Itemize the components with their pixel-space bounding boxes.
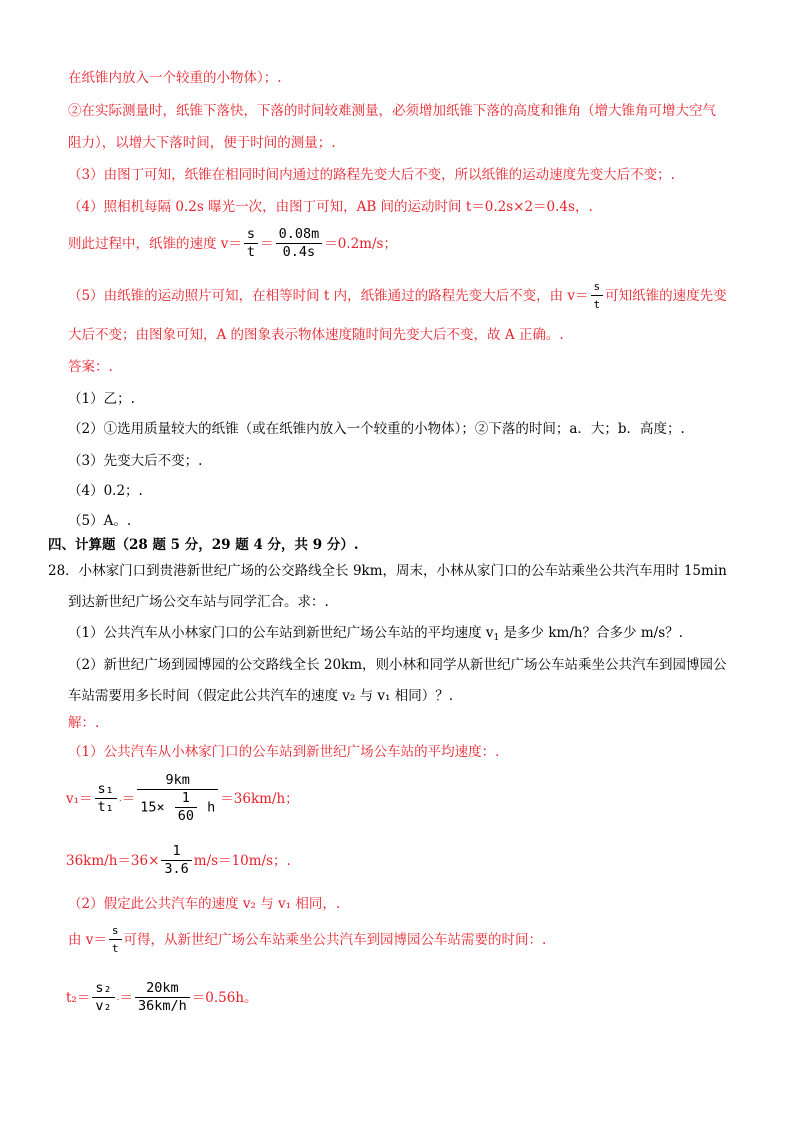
solution-text: （2）假定此公共汽车的速度 v₂ 与 v₁ 相同，.	[68, 896, 341, 912]
solution-text: （1）公共汽车从小林家门口的公车站到新世纪广场公车站的平均速度：.	[68, 744, 500, 760]
numerator: s₂	[92, 980, 114, 998]
numerator: s	[244, 226, 258, 244]
text-segment: （1）公共汽车从小林家门口的公车站到新世纪广场公车站的平均速度 v	[68, 625, 494, 641]
text-segment: 36km/h＝36×	[66, 852, 160, 869]
text-segment: （5）由纸锥的运动照片可知，在相等时间 t 内，纸锥通过的路程先变大后不变，由 v＝	[68, 287, 589, 304]
separator: .	[116, 992, 120, 1003]
formula-line	[66, 843, 291, 878]
denominator: 3.6	[164, 861, 189, 877]
formula-line	[66, 772, 299, 825]
text-segment: 可知纸锥的速度先变	[605, 287, 727, 304]
answer-label: 答案：.	[68, 359, 113, 375]
numerator: 1	[175, 790, 197, 808]
denominator: 0.4s	[282, 244, 316, 260]
numerator: 1	[161, 843, 191, 861]
section-heading: 四、计算题（28 题 5 分，29 题 4 分，共 9 分）.	[48, 537, 359, 553]
solution-label: 解：.	[68, 715, 100, 731]
text-line: （3）由图丁可知，纸锥在相同时间内通过的路程先变大后不变，所以纸锥的运动速度先变大后不变；.	[68, 167, 675, 183]
numerator: 0.08m	[276, 226, 323, 244]
formula-line	[68, 922, 546, 957]
question-text: 车站需要用多长时间（假定此公共汽车的速度 v₂ 与 v₁ 相同）？.	[68, 688, 454, 704]
equals: ＝	[121, 790, 136, 807]
answer-item: （2）①选用质量较大的纸锥（或在纸锥内放入一个较重的小物体）；②下落的时间；a．大；b．高度；.	[68, 421, 685, 437]
equals: ＝	[119, 989, 133, 1006]
separator: .	[118, 793, 122, 804]
denominator: 36km/h	[137, 998, 187, 1014]
denominator: t	[593, 298, 601, 311]
denominator: 60	[177, 808, 194, 824]
text-segment: 则此过程中，纸锥的速度 v＝	[68, 235, 242, 252]
question-text: 28．小林家门口到贵港新世纪广场的公交路线全长 9km，周末，小林从家门口的公车站乘坐公共汽车用时 15min	[48, 563, 727, 579]
den-factor: 15×	[140, 799, 165, 816]
text-segment: v₁＝	[66, 790, 93, 807]
fraction-s-over-t	[244, 226, 258, 261]
text-segment: 可得，从新世纪广场公车站乘坐公共汽车到园博园公车站需要的时间：.	[123, 931, 547, 948]
text-line: 在纸锥内放入一个较重的小物体）；.	[68, 70, 282, 86]
text-segment: 是多少 km/h？合多少 m/s？.	[499, 625, 683, 641]
fraction-9km-over-time	[137, 772, 218, 825]
answer-item: （4）0.2；.	[68, 483, 143, 499]
unit: h	[207, 799, 216, 816]
text-segment: ＝36km/h；	[220, 790, 299, 807]
fraction-one-over-sixty	[175, 790, 197, 825]
fraction-s-over-t	[591, 278, 604, 313]
fraction-20km-over-36kmh	[135, 980, 190, 1015]
text-segment: m/s＝10m/s；.	[193, 852, 291, 869]
question-text: 到达新世纪广场公交车站与同学汇合。求：.	[68, 594, 329, 610]
formula-line	[68, 278, 727, 313]
text-segment: ＝0.2m/s；	[324, 235, 397, 252]
formula-line	[66, 980, 258, 1015]
formula-line	[68, 226, 397, 261]
equals: ＝	[260, 235, 274, 252]
numerator: s₁	[95, 781, 117, 799]
denominator: t	[246, 244, 256, 260]
text-segment: ＝0.56h。	[191, 989, 258, 1006]
subscript: 1	[493, 633, 500, 643]
text-segment: t₂＝	[66, 989, 91, 1006]
answer-item: （3）先变大后不变；.	[68, 453, 203, 469]
fraction-s1-over-t1	[95, 781, 117, 816]
numerator: 20km	[135, 980, 190, 998]
denominator: t	[111, 942, 119, 955]
question-text	[68, 623, 683, 648]
denominator: v₂	[95, 998, 112, 1014]
answer-item: （5）A。.	[68, 513, 132, 529]
fraction-distance-over-time	[276, 226, 323, 261]
question-text: （2）新世纪广场到园博园的公交路线全长 20km，则小林和同学从新世纪广场公车站乘坐公共汽车到园博园公	[68, 657, 727, 673]
text-line: （4）照相机每隔 0.2s 曝光一次，由图丁可知，AB 间的运动时间 t＝0.2s×2＝0.4s，.	[68, 199, 593, 215]
answer-item: （1）乙；.	[68, 391, 135, 407]
denominator: t₁	[97, 799, 114, 815]
text-segment: 由 v＝	[68, 931, 107, 948]
fraction-one-over-3-6	[161, 843, 191, 878]
numerator: 9km	[137, 772, 218, 790]
text-line: 阻力），以增大下落时间，便于时间的测量；.	[68, 135, 336, 151]
text-line: 大后不变；由图象可知，A 的图象表示物体速度随时间先变大后不变，故 A 正确。.	[68, 327, 564, 343]
numerator: s	[591, 278, 604, 296]
denominator	[137, 790, 218, 825]
text-line: ②在实际测量时，纸锥下落快，下落的时间较难测量，必须增加纸锥下落的高度和锥角（增大锥角可增大空气	[68, 103, 716, 119]
fraction-s-over-t	[109, 922, 122, 957]
numerator: s	[109, 922, 122, 940]
fraction-s2-over-v2	[92, 980, 114, 1015]
